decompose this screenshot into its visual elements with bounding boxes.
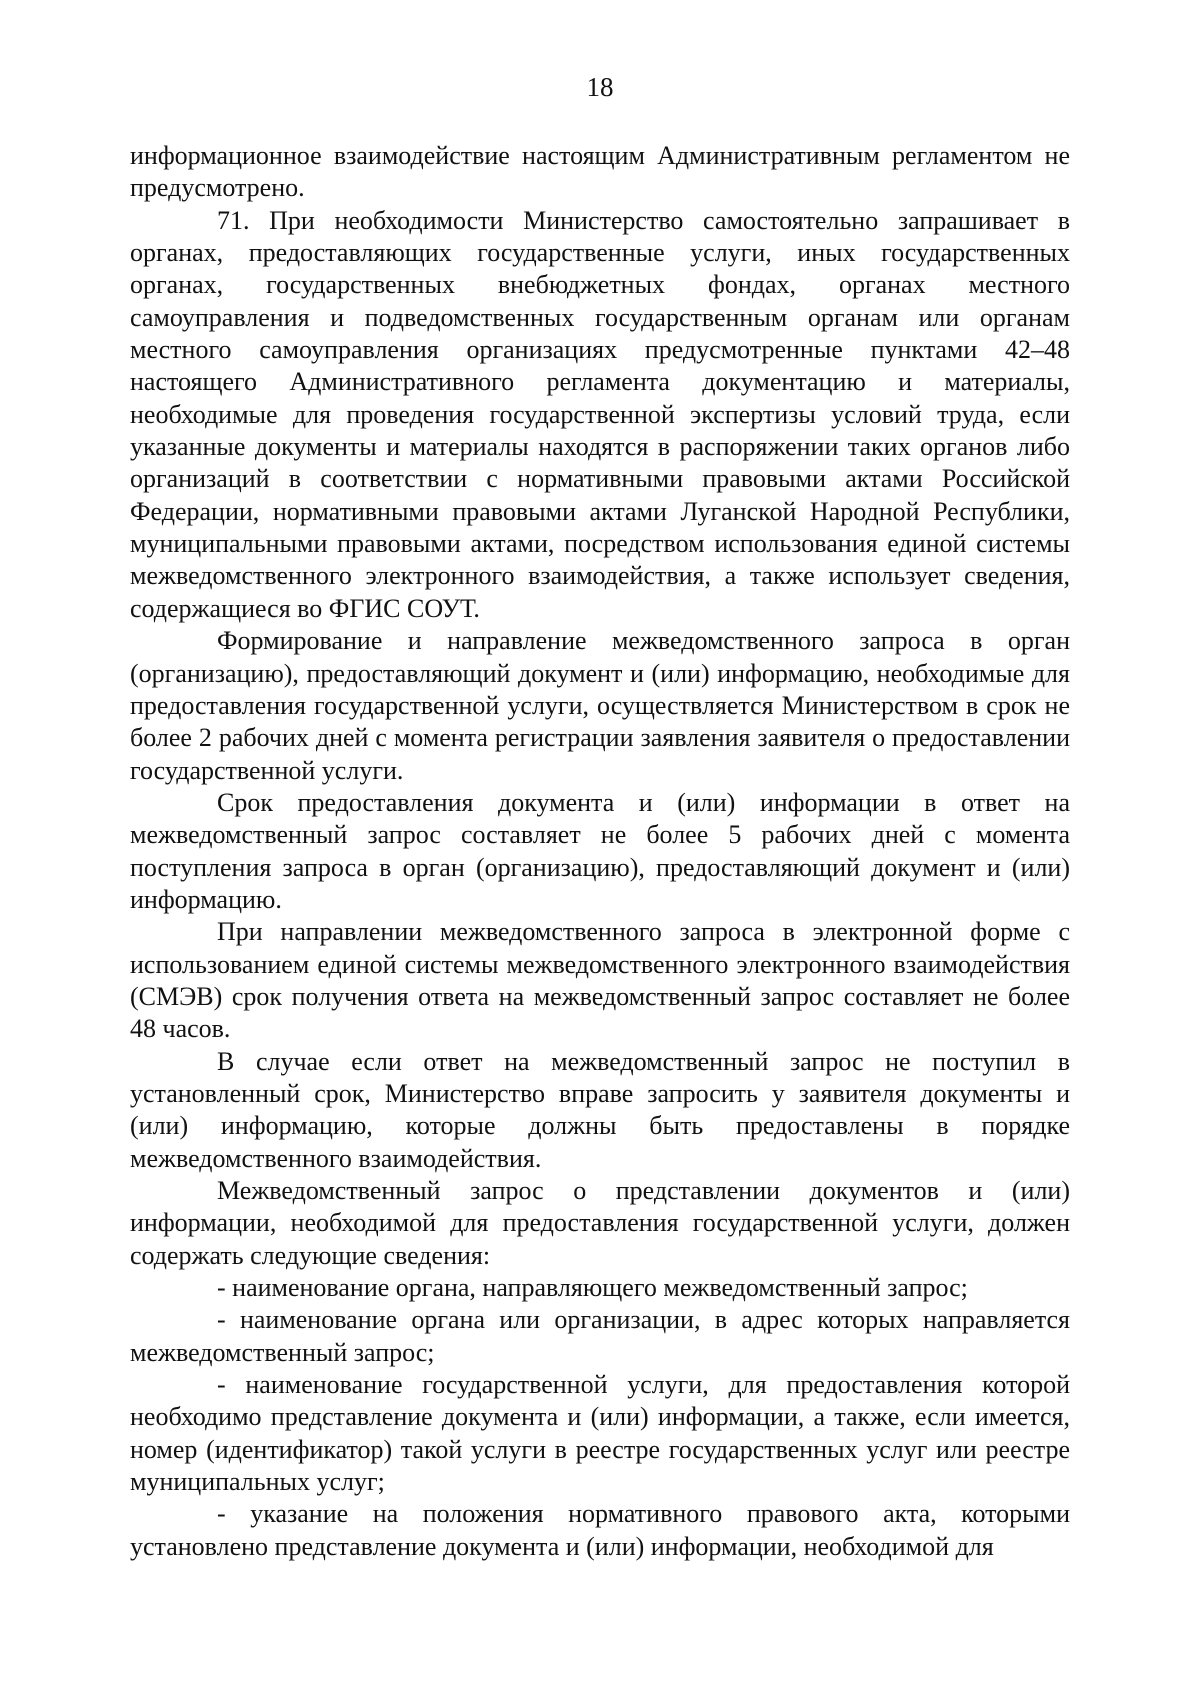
- paragraph: В случае если ответ на межведомственный запрос не поступил в установленный срок, Министерство вправе запросить у заявителя документы и (или) информацию, которые должны быть предоставлены в порядке межведомственного взаимодействия.: [130, 1046, 1070, 1173]
- paragraph: Формирование и направление межведомственного запроса в орган (организацию), предоставляющий документ и (или) информацию, необходимые для предоставления государственной услуги, осуществляется Министерством в срок не более 2 рабочих дней с момента регистрации заявления заявителя о предоставлении государственной услуги.: [130, 626, 1070, 785]
- list-item: - наименование органа, направляющего межведомственный запрос;: [217, 1273, 968, 1303]
- paragraph: Межведомственный запрос о представлении документов и (или) информации, необходимой для предоставления государственной услуги, должен содержать следующие сведения:: [130, 1176, 1070, 1270]
- paragraph: Срок предоставления документа и (или) информации в ответ на межведомственный запрос составляет не более 5 рабочих дней с момента поступления запроса в орган (организацию), предоставляющий документ и (или) информацию.: [130, 787, 1070, 914]
- list-item: - наименование органа или организации, в адрес которых направляется межведомственный запрос;: [130, 1305, 1070, 1367]
- list-item: - указание на положения нормативного правового акта, которыми установлено представление документа и (или) информации, необходимой для: [130, 1499, 1070, 1561]
- paragraph: 71. При необходимости Министерство самостоятельно запрашивает в органах, предоставляющих государственные услуги, иных государственных органах, государственных внебюджетных фондах, органах местного самоуправления и подведомственных государственным органам или органам местного самоуправления организациях предусмотренные пунктами 42–48 настоящего Административного регламента документацию и материалы, необходимые для проведения государственной экспертизы условий труда, если указанные документы и материалы находятся в распоряжении таких органов либо организаций в соответствии с нормативными правовыми актами Российской Федерации, нормативными правовыми актами Луганской Народной Республики, муниципальными правовыми актами, посредством использования единой системы межведомственного электронного взаимодействия, а также использует сведения, содержащиеся во ФГИС СОУТ.: [130, 205, 1070, 623]
- list-item: - наименование государственной услуги, для предоставления которой необходимо представление документа и (или) информации, а также, если имеется, номер (идентификатор) такой услуги в реестре государственных услуг или реестре муниципальных услуг;: [130, 1370, 1070, 1497]
- document-body: [130, 140, 1070, 1563]
- page-number: 18: [586, 72, 614, 102]
- paragraph: информационное взаимодействие настоящим Административным регламентом не предусмотрено.: [130, 141, 1070, 203]
- paragraph: При направлении межведомственного запроса в электронной форме с использованием единой системы межведомственного электронного взаимодействия (СМЭВ) срок получения ответа на межведомственный запрос составляет не более 48 часов.: [130, 917, 1070, 1044]
